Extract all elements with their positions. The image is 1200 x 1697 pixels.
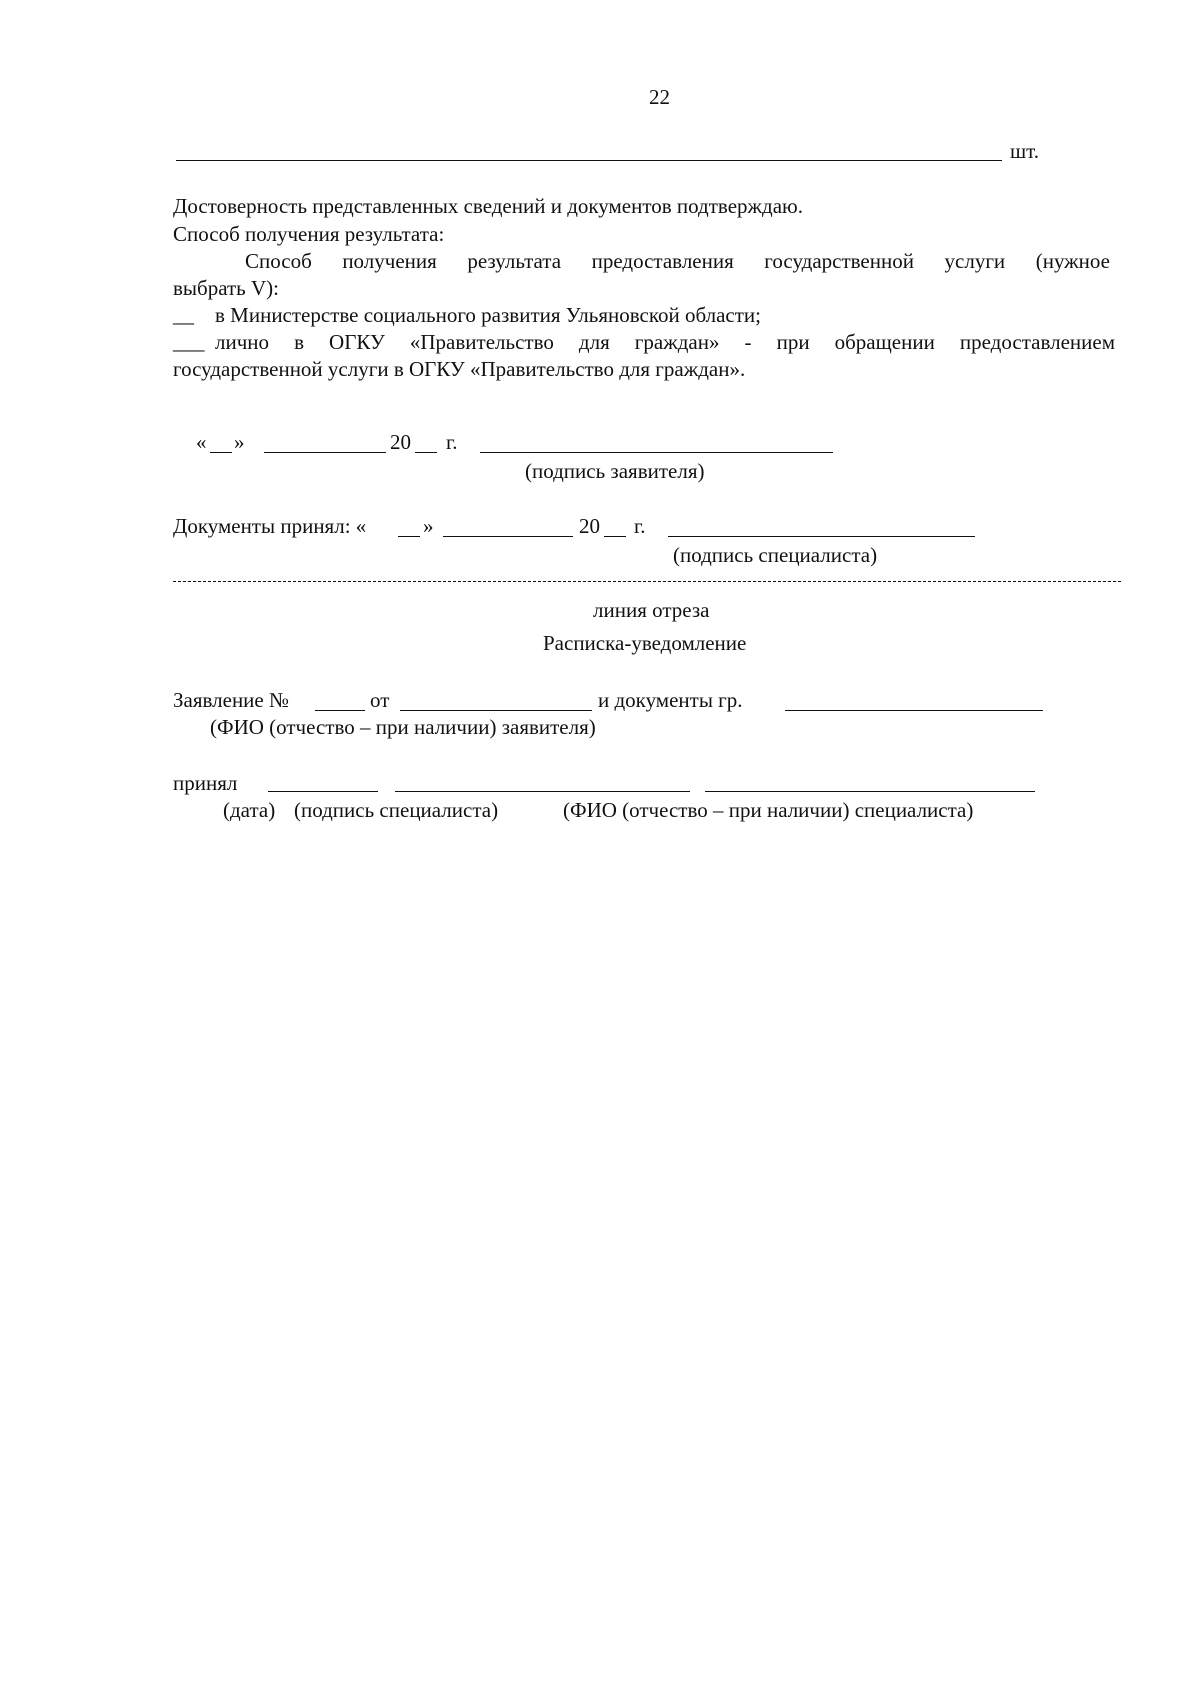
application-date-blank[interactable] xyxy=(400,710,592,711)
applicant-name-blank[interactable] xyxy=(785,710,1043,711)
cut-line-label: линия отреза xyxy=(593,598,710,622)
docs-close-quote: » xyxy=(423,514,434,538)
year-prefix: 20 xyxy=(390,430,411,454)
option2-blank[interactable]: ___ xyxy=(173,330,205,354)
docs-month-blank[interactable] xyxy=(443,536,573,537)
docs-year-blank[interactable] xyxy=(604,536,626,537)
application-from: от xyxy=(370,688,390,712)
docs-year-prefix: 20 xyxy=(579,514,600,538)
cut-line xyxy=(173,581,1121,582)
year-suffix: г. xyxy=(446,430,458,454)
day-blank[interactable] xyxy=(210,452,232,453)
receipt-title: Расписка-уведомление xyxy=(543,631,747,655)
docs-day-blank[interactable] xyxy=(398,536,420,537)
specialist-signature-line[interactable] xyxy=(668,536,975,537)
accepted-fio-caption: (ФИО (отчество – при наличии) специалиста) xyxy=(563,798,974,822)
application-docs-label: и документы гр. xyxy=(598,688,743,712)
date-open-quote: « xyxy=(196,430,207,454)
method-paragraph-line1: Способ получения результата предоставления государственной услуги (нужное xyxy=(245,249,1110,273)
docs-year-suffix: г. xyxy=(634,514,646,538)
option1-text: в Министерстве социального развития Ульяновской области; xyxy=(215,303,761,327)
accepted-date-blank[interactable] xyxy=(268,791,378,792)
applicant-signature-caption: (подпись заявителя) xyxy=(525,459,705,483)
declaration-text: Достоверность представленных сведений и документов подтверждаю. xyxy=(173,194,803,218)
units-label: шт. xyxy=(1010,139,1040,163)
applicant-signature-line[interactable] xyxy=(480,452,833,453)
method-paragraph-line2: выбрать V): xyxy=(173,276,279,300)
date-close-quote: » xyxy=(234,430,245,454)
specialist-signature-caption: (подпись специалиста) xyxy=(673,543,878,567)
accepted-sign-caption: (подпись специалиста) xyxy=(294,798,499,822)
quantity-line xyxy=(176,160,1002,161)
application-number-blank[interactable] xyxy=(315,710,365,711)
option2-text-line2: государственной услуги в ОГКУ «Правительство для граждан». xyxy=(173,357,746,381)
option1-blank[interactable]: __ xyxy=(173,303,194,327)
month-blank[interactable] xyxy=(264,452,386,453)
accepted-signature-blank[interactable] xyxy=(395,791,690,792)
accepted-label: принял xyxy=(173,771,238,795)
page-number: 22 xyxy=(649,85,670,109)
applicant-name-caption: (ФИО (отчество – при наличии) заявителя) xyxy=(210,715,596,739)
method-heading: Способ получения результата: xyxy=(173,222,445,246)
accepted-date-caption: (дата) xyxy=(223,798,276,822)
docs-accepted-label: Документы принял: « xyxy=(173,514,367,538)
application-label: Заявление № xyxy=(173,688,290,712)
year-blank[interactable] xyxy=(415,452,437,453)
accepted-fio-blank[interactable] xyxy=(705,791,1035,792)
option2-text-line1: лично в ОГКУ «Правительство для граждан» - при обращении предоставлением xyxy=(215,330,1115,354)
